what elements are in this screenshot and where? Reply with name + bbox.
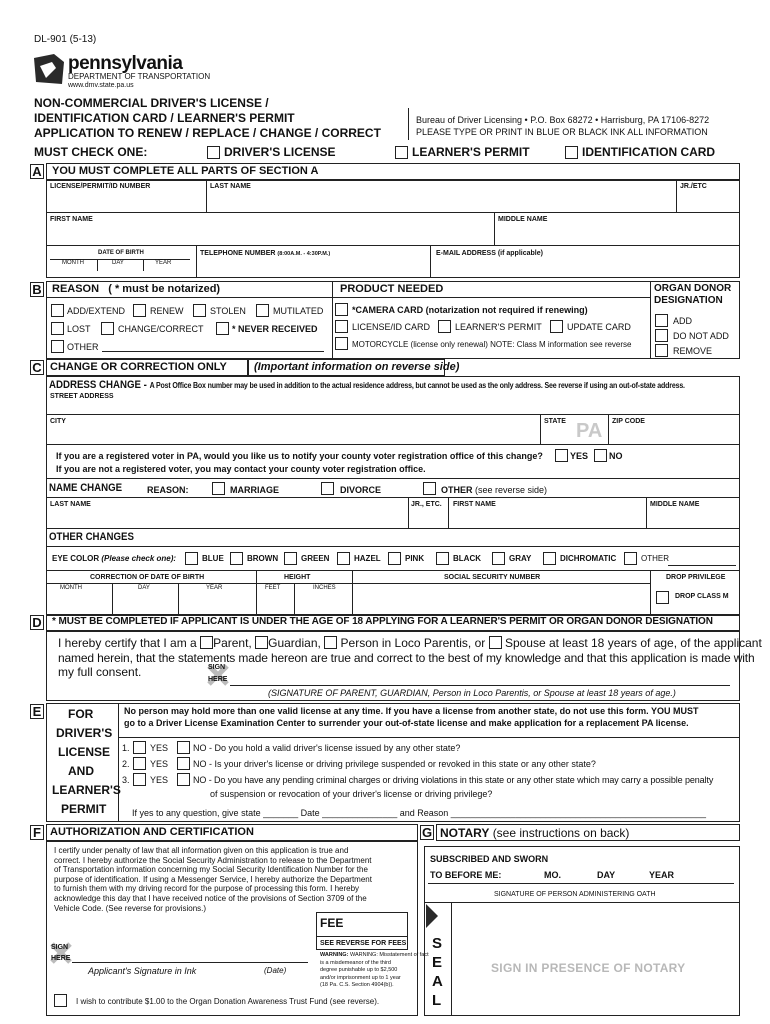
applicant-signature-caption: Applicant's Signature in Ink: [88, 966, 197, 976]
eye-black-checkbox[interactable]: [436, 552, 449, 565]
q2-number: 2.: [122, 759, 130, 769]
eye-gray-label: GRAY: [509, 554, 532, 563]
marriage-label: MARRIAGE: [230, 485, 279, 495]
warning-text: WARNING: WARNING: Misstatement of fact is a misdemeanor of the third degree punishable up to $2,500 and/or imprisonment up to 1 year (18 Pa. C.S. Section 4904(b)).: [320, 952, 429, 989]
q1-yes-label: YES: [150, 743, 169, 753]
reason-title: REASON ( * must be notarized): [52, 283, 221, 295]
eye-blue-label: BLUE: [202, 554, 224, 563]
q3-question: NO - Do you have any pending criminal charges or driving violations in this state or any other state which may carry a possible penalty: [193, 775, 714, 785]
eye-hazel-label: HAZEL: [354, 554, 381, 563]
city-label: CITY: [50, 418, 66, 425]
nc-first-name-field[interactable]: [450, 510, 644, 526]
section-e-letter: E: [30, 704, 44, 719]
section-c-note: (Important information on reverse side): [254, 361, 460, 373]
permit-label: PERMIT: [61, 802, 107, 816]
change-correct-label: CHANGE/CORRECT: [118, 324, 204, 334]
dob-correction-field[interactable]: [48, 594, 254, 614]
section-a-letter: A: [30, 164, 44, 179]
other-name-checkbox[interactable]: [423, 482, 436, 495]
drop-class-m-checkbox[interactable]: [656, 591, 669, 604]
to-before-me: TO BEFORE ME:: [430, 870, 502, 880]
voter-question: If you are a registered voter in PA, would you like us to notify your county voter registration office of this change?: [56, 451, 543, 461]
section-c-letter: C: [30, 360, 44, 375]
height-feet: FEET: [265, 585, 281, 591]
organ-donor-title2: DESIGNATION: [654, 295, 723, 306]
section-a-title: YOU MUST COMPLETE ALL PARTS OF SECTION A: [52, 165, 319, 177]
voter-no-label: NO: [609, 451, 623, 461]
q3-yes-label: YES: [150, 775, 169, 785]
nc-jr-field[interactable]: [410, 510, 446, 526]
fee-label: FEE: [320, 916, 344, 930]
stolen-label: STOLEN: [210, 306, 246, 316]
organ-remove-checkbox[interactable]: [655, 344, 668, 357]
q2-question: NO - Is your driver's license or driving privilege suspended or revoked in this state or any other state?: [193, 759, 596, 769]
nc-first-name-label: FIRST NAME: [453, 501, 496, 508]
section-g-title: NOTARY (see instructions on back): [440, 826, 630, 840]
oath-signature-caption: SIGNATURE OF PERSON ADMINISTERING OATH: [494, 891, 656, 898]
dob-correction-day: DAY: [138, 585, 150, 591]
mutilated-label: MUTILATED: [273, 306, 324, 316]
out-of-state-notice-2: go to a Driver License Examination Center to surrender your out-of-state license and make application for a replacement PA license.: [124, 718, 689, 728]
form-id: DL-901 (5-13): [34, 34, 97, 45]
section-d-letter: D: [30, 615, 44, 630]
license-number-label: LICENSE/PERMIT/ID NUMBER: [50, 183, 151, 190]
name-change-title: NAME CHANGE: [49, 482, 123, 494]
license-number-field[interactable]: [48, 193, 204, 211]
logo-wordmark: pennsylvania: [68, 53, 183, 74]
eye-brown-label: BROWN: [247, 554, 279, 563]
organ-do-not-add-label: DO NOT ADD: [673, 331, 729, 341]
divider: [408, 108, 409, 140]
form-title-line2: IDENTIFICATION CARD / LEARNER'S PERMIT: [34, 111, 295, 125]
eye-other-checkbox[interactable]: [624, 552, 637, 565]
learners-label: LEARNER'S: [52, 783, 121, 797]
eye-green-label: GREEN: [301, 554, 330, 563]
dob-correction-label: CORRECTION OF DATE OF BIRTH: [90, 574, 205, 581]
organ-remove-label: REMOVE: [673, 346, 713, 356]
other-reason-checkbox[interactable]: [51, 340, 64, 353]
street-address-label: STREET ADDRESS: [50, 393, 114, 400]
phone-field[interactable]: [198, 260, 428, 276]
dob-year: YEAR: [155, 260, 172, 266]
name-change-reason-label: REASON:: [147, 485, 189, 495]
email-label: E-MAIL ADDRESS (if applicable): [436, 250, 543, 257]
and-label: AND: [68, 764, 94, 778]
eye-green-checkbox[interactable]: [284, 552, 297, 565]
spouse-checkbox[interactable]: [489, 636, 502, 649]
height-label: HEIGHT: [284, 574, 311, 581]
voter-yes-label: YES: [570, 451, 589, 461]
eye-hazel-checkbox[interactable]: [337, 552, 350, 565]
section-g-letter: G: [421, 825, 433, 840]
for-label: FOR: [68, 707, 94, 721]
sign-label: SIGN: [208, 664, 226, 671]
organ-do-not-add-checkbox[interactable]: [655, 329, 668, 342]
nc-jr-label: JR., ETC.: [411, 501, 442, 508]
renew-label: RENEW: [150, 306, 184, 316]
q1-number: 1.: [122, 743, 130, 753]
dob-label: DATE OF BIRTH: [98, 250, 144, 256]
section-d-title: * MUST BE COMPLETED IF APPLICANT IS UNDER THE AGE OF 18 APPLYING FOR A LEARNER'S PERMIT OR ORGAN DONOR DESIGNATION: [52, 616, 713, 627]
out-of-state-notice-1: No person may hold more than one valid license at any time. If you have a license from another state, do not use this form. YOU MUST: [124, 706, 699, 716]
nc-last-name-label: LAST NAME: [50, 501, 91, 508]
dob-month: MONTH: [62, 260, 84, 266]
last-name-field[interactable]: [208, 193, 674, 211]
date-caption: (Date): [264, 966, 287, 975]
notary-presence-note: SIGN IN PRESENCE OF NOTARY: [491, 961, 686, 975]
street-address-field[interactable]: [48, 401, 738, 413]
eye-pink-label: PINK: [405, 554, 425, 563]
certification-text: I certify under penalty of law that all information given on this application is true and correct. I hereby authorize the Social Security Administration to release to the Department of Transportation information concerning my Social Security Identification Number for the purpose of identification. If using a Messenger Service, I hereby authorize the Department to furnish them with my driving record for the purpose of processing this form. I hereby acknowledge this day that I have received notice of the provisions of Section 3709 of the Vehicle Code. (See reverse for provisions.): [54, 846, 372, 913]
divorce-checkbox[interactable]: [321, 482, 334, 495]
dob-correction-year: YEAR: [206, 585, 223, 591]
add-extend-label: ADD/EXTEND: [67, 306, 126, 316]
organ-donor-title1: ORGAN DONOR: [654, 283, 732, 294]
dob-day: DAY: [112, 260, 124, 266]
license-id-card-label: LICENSE/ID CARD: [352, 322, 431, 332]
camera-card-label: *CAMERA CARD (notarization not required if renewing): [352, 305, 588, 315]
other-changes-title: OTHER CHANGES: [49, 531, 134, 543]
organ-contribution-label: I wish to contribute $1.00 to the Organ Donation Awareness Trust Fund (see reverse).: [76, 997, 380, 1006]
applicant-sign-label: SIGN: [51, 944, 69, 951]
learners-permit-checkbox[interactable]: [395, 146, 408, 159]
eye-black-label: BLACK: [453, 554, 481, 563]
guardian-checkbox[interactable]: [255, 636, 268, 649]
jr-field[interactable]: [678, 193, 738, 211]
drop-class-m-label: DROP CLASS M: [675, 593, 729, 600]
eye-other-label: OTHER: [641, 554, 669, 563]
email-field[interactable]: [432, 260, 738, 276]
section-f-title: AUTHORIZATION AND CERTIFICATION: [50, 826, 254, 838]
learners-permit-product-checkbox[interactable]: [438, 320, 451, 333]
eye-dichromatic-checkbox[interactable]: [543, 552, 556, 565]
q2-no-checkbox[interactable]: [177, 757, 190, 770]
q1-yes-checkbox[interactable]: [133, 741, 146, 754]
ssn-field[interactable]: [354, 584, 648, 614]
q3-no-checkbox[interactable]: [177, 773, 190, 786]
voter-no-checkbox[interactable]: [594, 449, 607, 462]
q2-yes-checkbox[interactable]: [133, 757, 146, 770]
motorcycle-label: MOTORCYCLE (license only renewal) NOTE: Class M information see reverse: [352, 340, 632, 349]
id-card-label: IDENTIFICATION CARD: [582, 145, 716, 159]
q3-yes-checkbox[interactable]: [133, 773, 146, 786]
section-b-letter: B: [30, 282, 44, 297]
phone-label: TELEPHONE NUMBER (8:00A.M. - 4:30P.M.): [200, 250, 331, 257]
first-name-field[interactable]: [48, 226, 492, 244]
city-field[interactable]: [48, 427, 538, 443]
change-correct-checkbox[interactable]: [101, 322, 114, 335]
penndot-logo: [32, 52, 66, 91]
must-check-one: MUST CHECK ONE:: [34, 145, 148, 159]
q1-question: NO - Do you hold a valid driver's license issued by any other state?: [193, 743, 461, 753]
address-change-title: ADDRESS CHANGE - A Post Office Box number may be used in addition to the actual residence address, but cannot be used as the only address. See reverse if using an out-of-state address.: [49, 379, 685, 391]
website: www.dmv.state.pa.us: [68, 82, 134, 89]
never-received-label: * NEVER RECEIVED: [232, 324, 318, 334]
department-name: DEPARTMENT OF TRANSPORTATION: [68, 72, 211, 81]
update-card-label: UPDATE CARD: [567, 322, 631, 332]
height-field[interactable]: [258, 594, 350, 614]
seal-arrow-icon: [426, 904, 438, 933]
drop-privilege-label: DROP PRIVILEGE: [666, 574, 726, 581]
fee-note: SEE REVERSE FOR FEES: [320, 940, 407, 947]
state-value: PA: [576, 420, 603, 442]
license-id-card-checkbox[interactable]: [335, 320, 348, 333]
id-card-checkbox[interactable]: [565, 146, 578, 159]
license-label: LICENSE: [58, 745, 111, 759]
drivers-license-checkbox[interactable]: [207, 146, 220, 159]
lost-label: LOST: [67, 324, 91, 334]
parent-checkbox[interactable]: [200, 636, 213, 649]
bureau-address: Bureau of Driver Licensing • P.O. Box 68272 • Harrisburg, PA 17106-8272: [416, 115, 710, 125]
ink-instruction: PLEASE TYPE OR PRINT IN BLUE OR BLACK INK ALL INFORMATION: [416, 127, 708, 137]
ssn-label: SOCIAL SECURITY NUMBER: [444, 574, 541, 581]
learners-permit-label: LEARNER'S PERMIT: [412, 145, 530, 159]
eye-dichromatic-label: DICHROMATIC: [560, 554, 617, 563]
zip-label: ZIP CODE: [612, 418, 645, 425]
notary-month: MO.: [544, 870, 561, 880]
section-f-letter: F: [30, 825, 44, 840]
add-extend-checkbox[interactable]: [51, 304, 64, 317]
renew-checkbox[interactable]: [133, 304, 146, 317]
other-reason-field[interactable]: [102, 339, 324, 351]
other-reason-label: OTHER: [67, 342, 99, 352]
certify-line-2: named herein, that the statements made hereon are true and correct to the best of my knowledge and that this application is made with: [58, 651, 755, 665]
nc-middle-name-field[interactable]: [648, 510, 738, 526]
organ-add-label: ADD: [673, 316, 693, 326]
divorce-label: DIVORCE: [340, 485, 382, 495]
parent-signature-field[interactable]: [232, 668, 728, 684]
q1-no-checkbox[interactable]: [177, 741, 190, 754]
middle-name-label: MIDDLE NAME: [498, 216, 548, 223]
drivers-label: DRIVER'S: [56, 726, 113, 740]
voter-note: If you are not a registered voter, you may contact your county voter registration office.: [56, 464, 426, 474]
here-label: HERE: [208, 676, 228, 683]
learners-permit-product-label: LEARNER'S PERMIT: [455, 322, 542, 332]
height-inches: INCHES: [313, 585, 336, 591]
mutilated-checkbox[interactable]: [256, 304, 269, 317]
middle-name-field[interactable]: [496, 226, 738, 244]
never-received-checkbox[interactable]: [216, 322, 229, 335]
notary-date-field[interactable]: [500, 864, 732, 882]
form-title-line3: APPLICATION TO RENEW / REPLACE / CHANGE / CORRECT: [34, 126, 381, 140]
organ-add-checkbox[interactable]: [655, 314, 668, 327]
applicant-here-label: HERE: [51, 955, 71, 962]
dob-correction-month: MONTH: [60, 585, 82, 591]
eye-pink-checkbox[interactable]: [388, 552, 401, 565]
notary-day: DAY: [597, 870, 616, 880]
state-label: STATE: [544, 418, 566, 425]
nc-middle-name-label: MIDDLE NAME: [650, 501, 700, 508]
q3-number: 3.: [122, 775, 130, 785]
notary-year: YEAR: [649, 870, 675, 880]
other-name-label: OTHER (see reverse side): [441, 485, 548, 495]
notary-seal-area[interactable]: [454, 906, 736, 1012]
q3-question-cont: of suspension or revocation of your driver's license or driving privilege?: [210, 789, 493, 799]
loco-parentis-checkbox[interactable]: [324, 636, 337, 649]
marriage-checkbox[interactable]: [212, 482, 225, 495]
stolen-checkbox[interactable]: [193, 304, 206, 317]
voter-yes-checkbox[interactable]: [555, 449, 568, 462]
form-title-line1: NON-COMMERCIAL DRIVER'S LICENSE /: [34, 96, 269, 110]
nc-last-name-field[interactable]: [48, 510, 406, 526]
drivers-license-label: DRIVER'S LICENSE: [224, 145, 336, 159]
if-yes-details: If yes to any question, give state _______ Date _______________ and Reason ___________________________________________________: [132, 808, 707, 818]
zip-field[interactable]: [610, 427, 738, 443]
section-c-title: CHANGE OR CORRECTION ONLY: [50, 361, 227, 373]
certify-line: I hereby certify that I am a Parent, Guardian, Person in Loco Parentis, or Spouse at least 18 years of age, of the applicant: [58, 636, 762, 650]
lost-checkbox[interactable]: [51, 322, 64, 335]
update-card-checkbox[interactable]: [550, 320, 563, 333]
eye-other-field[interactable]: [668, 552, 736, 565]
organ-contribution-checkbox[interactable]: [54, 994, 67, 1007]
eye-blue-checkbox[interactable]: [185, 552, 198, 565]
dob-field[interactable]: [48, 248, 194, 276]
applicant-signature-field[interactable]: [74, 946, 306, 962]
seal-letters: S E A L: [432, 935, 443, 1009]
jr-label: JR./ETC: [680, 183, 707, 190]
eye-color-label: EYE COLOR (Please check one):: [52, 554, 177, 563]
q2-yes-label: YES: [150, 759, 169, 769]
eye-brown-checkbox[interactable]: [230, 552, 243, 565]
parent-signature-caption: (SIGNATURE OF PARENT, GUARDIAN, Person in Loco Parentis, or Spouse at least 18 years of age.): [268, 688, 676, 698]
first-name-label: FIRST NAME: [50, 216, 93, 223]
camera-card-checkbox[interactable]: [335, 303, 348, 316]
motorcycle-checkbox[interactable]: [335, 337, 348, 350]
last-name-label: LAST NAME: [210, 183, 251, 190]
subscribed-sworn: SUBSCRIBED AND SWORN: [430, 854, 549, 864]
product-needed-title: PRODUCT NEEDED: [340, 283, 444, 295]
certify-line-3: my full consent.: [58, 665, 142, 679]
eye-gray-checkbox[interactable]: [492, 552, 505, 565]
